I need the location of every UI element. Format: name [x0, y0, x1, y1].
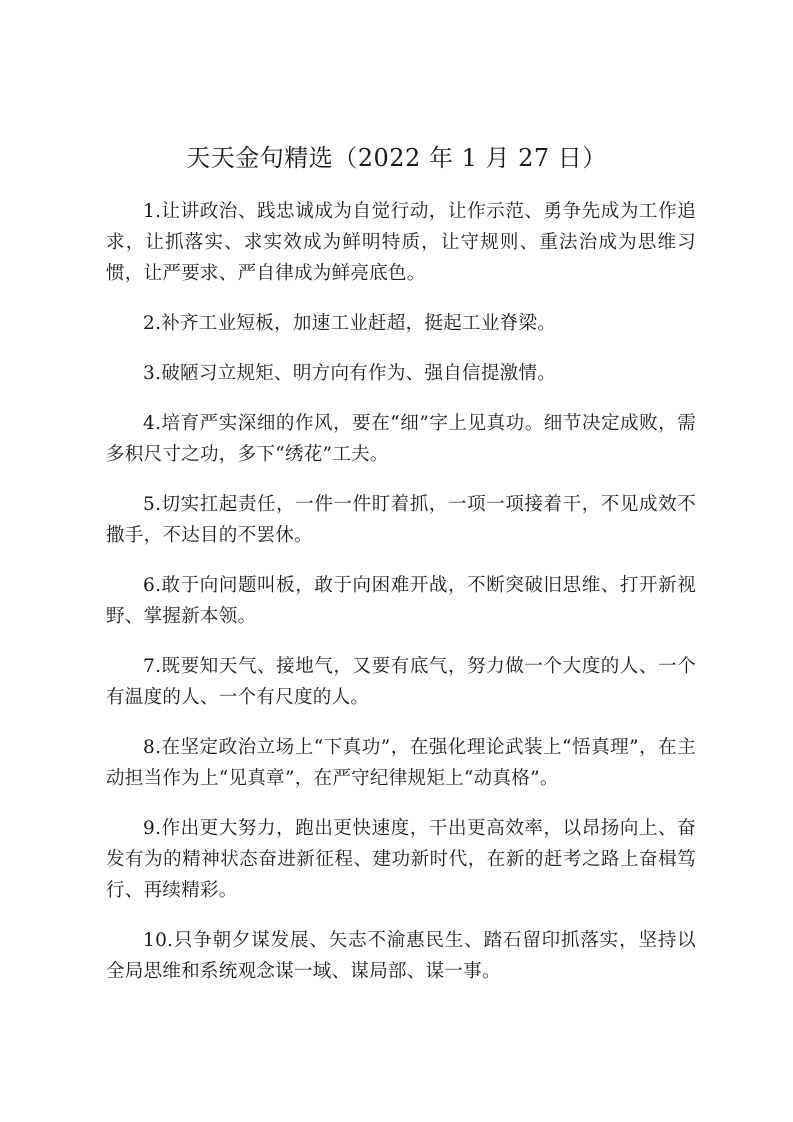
paragraph-10: 10.只争朝夕谋发展、矢志不渝惠民生、踏石留印抓落实，坚持以全局思维和系统观念谋一域、谋局部、谋一事。: [106, 930, 696, 982]
paragraph-7: 7.既要知天气、接地气，又要有底气，努力做一个大度的人、一个有温度的人、一个有尺度的人。: [106, 656, 696, 708]
paragraph-1: 1.让讲政治、践忠诚成为自觉行动，让作示范、勇争先成为工作追求，让抓落实、求实效成为鲜明特质，让守规则、重法治成为思维习惯，让严要求、严自律成为鲜亮底色。: [106, 201, 696, 284]
page-title: 天天金句精选（2022 年 1 月 27 日）: [186, 144, 607, 172]
paragraph-3: 3.破陋习立规矩、明方向有作为、强自信提激情。: [143, 363, 557, 384]
paragraph-5: 5.切实扛起责任，一件一件盯着抓，一项一项接着干，不见成效不撒手，不达目的不罢休。: [106, 494, 696, 546]
paragraph-8: 8.在坚定政治立场上“下真功”，在强化理论武装上“悟真理”，在主动担当作为上“见真章”，在严守纪律规矩上“动真格”。: [106, 737, 696, 789]
paragraph-4: 4.培育严实深细的作风，要在“细”字上见真功。细节决定成败，需多积尺寸之功，多下“绣花”工夫。: [106, 413, 696, 465]
paragraph-2: 2.补齐工业短板，加速工业赶超，挺起工业脊梁。: [143, 313, 557, 334]
paragraph-6: 6.敢于向问题叫板，敢于向困难开战，不断突破旧思维、打开新视野、掌握新本领。: [106, 575, 696, 627]
document-body: [106, 196, 696, 1006]
paragraph-9: 9.作出更大努力，跑出更快速度，干出更高效率，以昂扬向上、奋发有为的精神状态奋进新征程、建功新时代，在新的赶考之路上奋楫笃行、再续精彩。: [106, 818, 696, 901]
